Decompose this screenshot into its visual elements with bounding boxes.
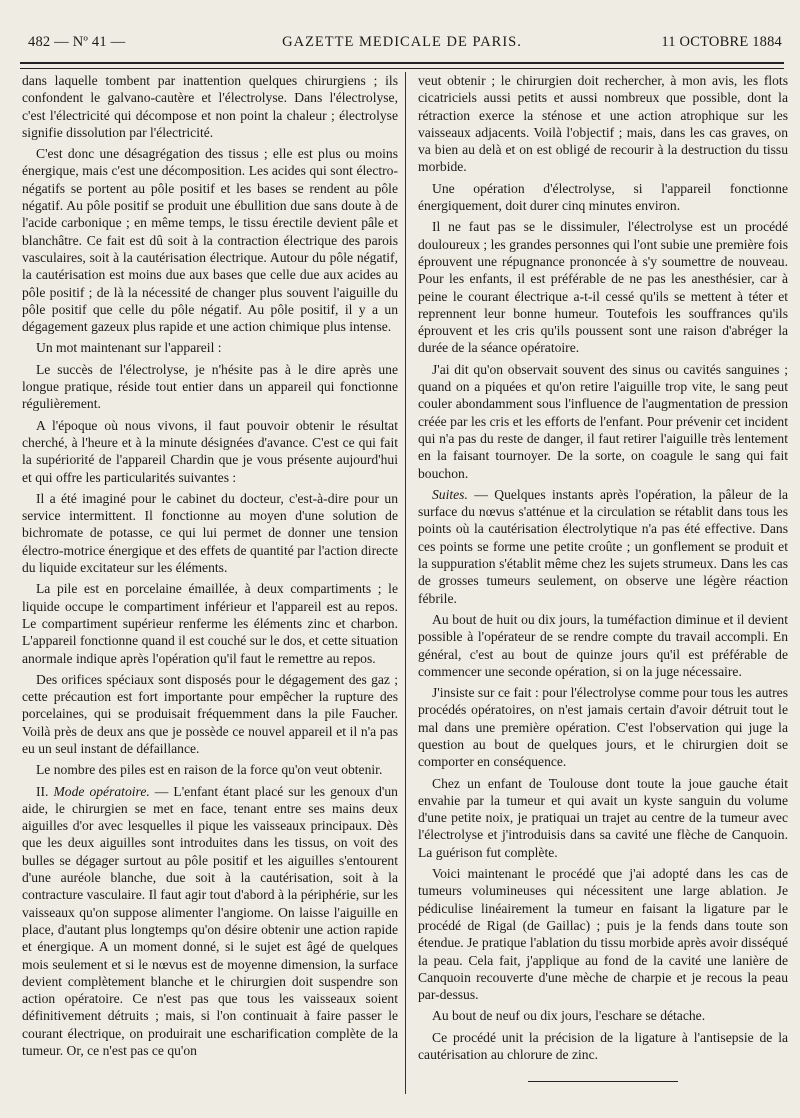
paragraph: Des orifices spéciaux sont disposés pour le dégagement des gaz ; cette précaution est fort importante pour empêcher la rupture des porcelaines, qui se produisait fréquemment dans la pile Faucher. Voilà près de deux ans que je possède ce nouvel appareil et il n'a pas eu un seul instant de défaillance.	[22, 671, 398, 756]
paragraph: Voici maintenant le procédé que j'ai adopté dans les cas de tumeurs volumineuses qui nécessitent une large ablation. Je pédiculise linéairement la tumeur en faisant la ligature par le procédé de Rigal (de Gaillac) ; puis je la fends dans toute son étendue. Je pratique l'ablation du tissu morbide après avoir disséqué la peau. Cela fait, j'applique au fond de la cavité une lanière de Canquoin recouverte d'une mèche de charpie et je recous la peau par-dessus.	[418, 866, 788, 1003]
paragraph: J'insiste sur ce fait : pour l'électrolyse comme pour tous les autres procédés opératoires, on n'est jamais certain d'avoir détruit tout le mal dans une première opération. C'est l'observation qui juge la question au bout de quelques jours, et le chirurgien doit se comporter en conséquence.	[418, 685, 788, 770]
column-divider	[405, 72, 406, 1094]
paragraph: Au bout de neuf ou dix jours, l'eschare se détache.	[432, 1008, 706, 1024]
paragraph: Le succès de l'électrolyse, je n'hésite pas à le dire après une longue pratique, réside tout entier dans un appareil qui fonctionne régulièrement.	[22, 361, 398, 412]
right-column	[418, 72, 788, 1082]
paragraph: A l'époque où nous vivons, il faut pouvoir obtenir le résultat cherché, à l'heure et à la minute désignées d'avance. C'est ce qui fait la supériorité de l'appareil Chardin que je vous présente aujourd'hui et qui offre les particularités suivantes :	[22, 417, 398, 485]
left-column	[22, 72, 398, 1063]
journal-title: GAZETTE MEDICALE DE PARIS.	[282, 34, 522, 50]
paragraph: Il a été imaginé pour le cabinet du docteur, c'est-à-dire pour un service intermittent. Il fonctionne au moyen d'une solution de bichromate de potasse, ce qui lui permet de donner une tension électro-motrice énergique et des effets de quantité par l'action directe du liquide excitateur sur les éléments.	[22, 490, 398, 576]
paragraph: Ce procédé unit la précision de la ligature à l'antisepsie de la cautérisation au chlorure de zinc.	[418, 1029, 788, 1063]
header-rule	[20, 62, 784, 69]
paragraph-text: — Quelques instants après l'opération, la pâleur de la surface du nœvus s'atténue et la circulation se rétablit dans tous les points où la cautérisation électrolytique n'a pas été effective. Dans ces points se forme une petite croûte ; un gonflement se produit et la suppuration s'établit même chez les sujets strumeux. Dans les cas de grosses tumeurs seulement, on observe une légère réaction fébrile.	[418, 486, 788, 606]
end-rule	[528, 1081, 678, 1082]
paragraph: Le nombre des piles est en raison de la force qu'on veut obtenir.	[36, 762, 383, 778]
section-title: Suites.	[432, 486, 468, 502]
issue-date: 11 OCTOBRE 1884	[661, 34, 782, 50]
page-header	[20, 34, 784, 56]
section-suites	[418, 486, 788, 607]
paragraph: Au bout de huit ou dix jours, la tuméfaction diminue et il devient possible à l'opérateur de se rendre compte du travail accompli. En général, c'est au bout de quinze jours qu'il est préférable de commencer une seconde opération, si on la juge nécessaire.	[418, 611, 788, 679]
paragraph-text: — L'enfant étant placé sur les genoux d'un aide, le chirurgien se met en face, tenant entre ses mains deux aiguilles d'or avec lesquelles il pique les vaisseaux principaux. Dès que les deux aiguilles sont introduites dans les tissus, on voit des bulles se dégager surtout au pôle positif et les aiguilles s'entourent d'une auréole blanche, due soit à la cautérisation, soit à la contracture vasculaire. Il faut agir tout d'abord à la périphérie, sur les vaisseaux qu'on suppose alimenter l'angiome. On laisse l'aiguille en place, d'autant plus longtemps qu'on désire obtenir une action rapide et énergique. A un moment donné, si le sujet est âgé de quelques mois seulement et si le nœvus est de moyenne dimension, la surface devient complètement blanche et le chirurgien doit suspendre son action opératoire. Ce n'est pas que tous les vaisseaux soient définitivement détruits ; mais, si l'on continuait à faire passer le courant électrique, on produirait une escharification complète de la tumeur. Or, ce n'est pas ce qu'on	[22, 783, 398, 1059]
section-title: Mode opératoire.	[53, 783, 150, 799]
paragraph: Un mot maintenant sur l'appareil :	[36, 340, 222, 356]
page-number: 482 — Nº 41 —	[28, 34, 126, 50]
paragraph: J'ai dit qu'on observait souvent des sinus ou cavités sanguines ; quand on a piquées et qu'on retire l'aiguille trop vite, le sang peut couler abondamment sous l'influence de l'augmentation de pression créée par les cris et les efforts de l'enfant. Pour prévenir cet incident qui n'a pas du reste de danger, il faut retirer l'aiguille très lentement en la faisant tournoyer. De la sorte, on coagule le sang qui fait bouchon.	[418, 361, 788, 481]
paragraph: Une opération d'électrolyse, si l'appareil fonctionne énergiquement, doit durer cinq minutes environ.	[418, 180, 788, 214]
section-number: II.	[36, 783, 49, 799]
paragraph: La pile est en porcelaine émaillée, à deux compartiments ; le liquide occupe le compartiment inférieur et l'appareil est au repos. Le compartiment supérieur renferme les éléments zinc et charbon. L'appareil fonctionne quand il est couché sur le dos, et cette situation anormale indique après l'opération qu'il faut le remettre au repos.	[22, 581, 398, 666]
paragraph: veut obtenir ; le chirurgien doit rechercher, à mon avis, les flots cicatriciels aussi petits et aussi nombreux que possible, dont la rétraction exerce la sténose et une action atrophique sur les vaisseaux adjacents. Voilà l'objectif ; mais, dans les cas graves, on va bien au delà et on est obligé de recourir à la destruction du tissu morbide.	[418, 73, 788, 175]
section-mode-operatoire	[22, 783, 398, 1060]
paragraph: Chez un enfant de Toulouse dont toute la joue gauche était envahie par la tumeur et qui avait un kyste sanguin du volume d'une petite noix, je pratiquai un trajet au centre de la tumeur avec l'électrolyse et j'introduisis dans sa cavité une flèche de Canquoin. La guérison fut complète.	[418, 775, 788, 860]
paragraph: C'est donc une désagrégation des tissus ; elle est plus ou moins énergique, mais c'est une décomposition. Les acides qui sont électro-négatifs se portent au pôle positif et les bases se rendent au pôle négatif. Au pôle positif se produit une ébullition due sans doute à de l'acide carbonique ; en même temps, le tissu érectile devient pâle et blanchâtre. Ce fait est dû soit à la contraction électrique des parois vasculaires, soit à la cautérisation électrique. Autour du pôle négatif, la cautérisation est moins due aux bases que celle due aux acides au pôle positif ; de là la nécessité de changer plus souvent l'aiguille du pôle positif que celle du pôle négatif. Au pôle positif, il y a un dégagement gazeux plus rapide et une action chimique plus intense.	[22, 146, 398, 335]
paragraph: dans laquelle tombent par inattention quelques chirurgiens ; ils confondent le galvano-cautère et l'électrolyse. Dans l'électrolyse, c'est l'électricité qui décompose et non point la chaleur ; électrolyse signifie dissolution par l'électricité.	[22, 73, 398, 140]
paragraph: Il ne faut pas se le dissimuler, l'électrolyse est un procédé douloureux ; les grandes personnes qui l'ont subie une première fois éprouvent une répugnance prononcée à s'y soumettre de nouveau. Pour les enfants, il est préférable de ne pas les anesthésier, car à peine le courant électrique a-t-il cessé qu'ils se mettent à téter et reprennent leur bonne humeur. Toutefois les souffrances qu'ils éprouvent et les cris qu'ils poussent sont une raison d'abréger la durée de la séance opératoire.	[418, 219, 788, 356]
